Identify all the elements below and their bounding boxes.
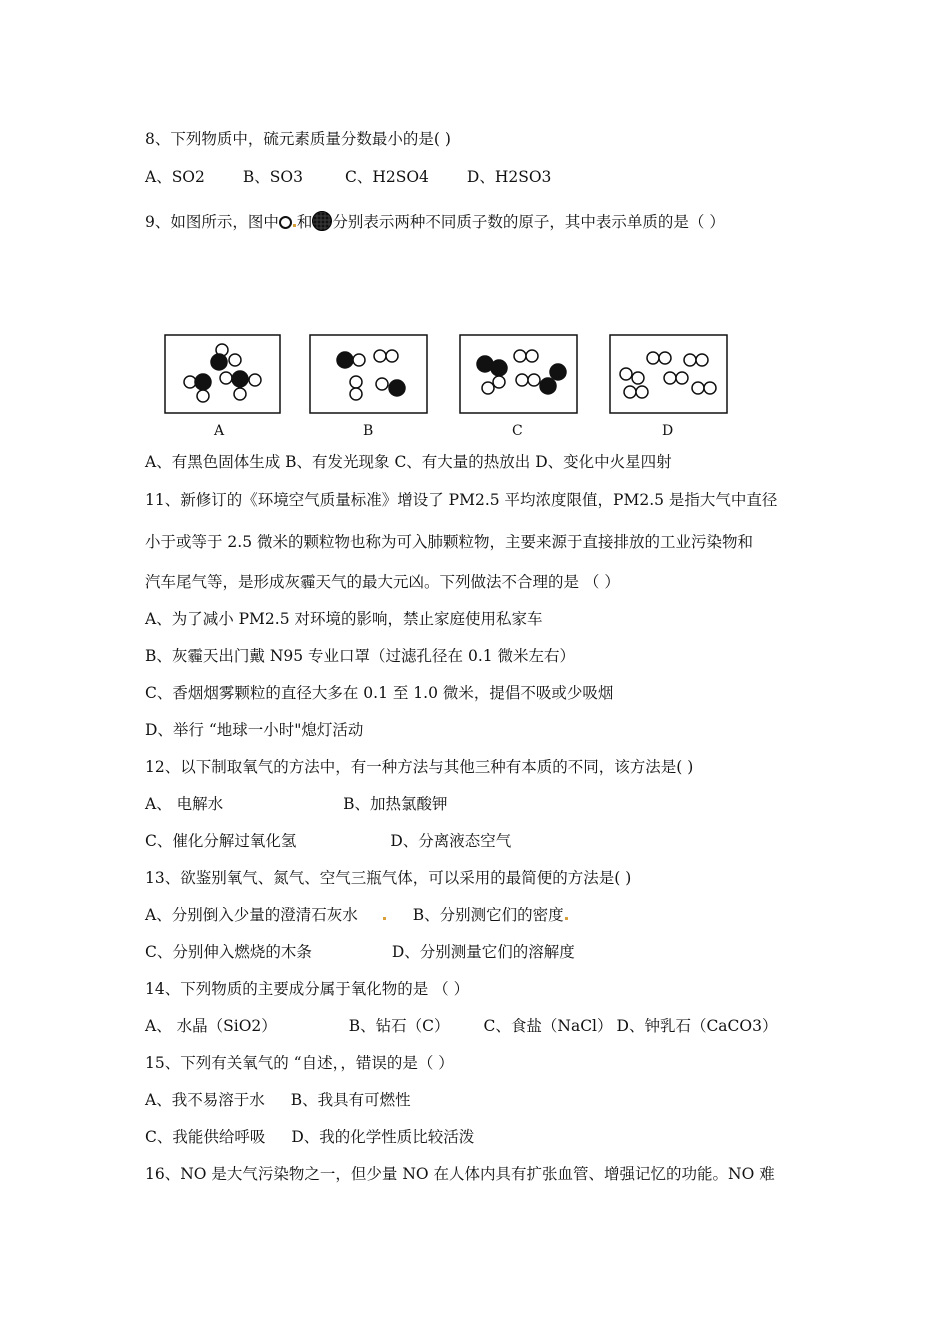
hollow-atom-icon xyxy=(386,350,398,362)
hollow-atom-icon xyxy=(692,382,704,394)
q8-option-c: C、H2SO4 xyxy=(344,168,429,186)
q12-options-ab xyxy=(145,792,448,814)
diagram-label-d: D xyxy=(662,423,674,439)
q8-option-a: A、SO2 xyxy=(145,168,205,186)
solid-atom-icon xyxy=(232,371,248,387)
dot-mark xyxy=(383,917,386,920)
q9-stem-c: 分别表示两种不同质子数的原子，其中表示单质的是（ ） xyxy=(332,213,725,231)
hollow-atom-icon xyxy=(374,350,386,362)
hollow-atom-icon xyxy=(376,378,388,390)
diagram-label-a: A xyxy=(214,423,225,439)
diagram-label-c: C xyxy=(512,423,523,439)
hollow-atom-icon xyxy=(704,382,716,394)
hollow-atom-icon xyxy=(516,374,528,386)
q11-option-c: C、香烟烟雾颗粒的直径大多在 0.1 至 1.0 微米，提倡不吸或少吸烟 xyxy=(145,684,614,702)
q15-option-a: A、我不易溶于水 xyxy=(145,1091,265,1109)
q10-options: A、有黑色固体生成 B、有发光现象 C、有大量的热放出 D、变化中火星四射 xyxy=(145,453,672,471)
hollow-atom-icon xyxy=(526,350,538,362)
hollow-atom-icon xyxy=(632,372,644,384)
q15-stem: 15、下列有关氧气的 “自述，，错误的是（ ） xyxy=(145,1054,454,1072)
hollow-atom-icon xyxy=(184,376,196,388)
hollow-atom-icon xyxy=(624,386,636,398)
q9-stem xyxy=(145,210,725,232)
q9-stem-a: 9、如图所示，图中 xyxy=(145,213,279,231)
q12-options-cd xyxy=(145,829,511,851)
hollow-atom-icon xyxy=(647,352,659,364)
solid-atom-icon xyxy=(491,360,507,376)
q14-stem: 14、下列物质的主要成分属于氧化物的是 （ ） xyxy=(145,980,470,998)
q8-options xyxy=(145,165,551,187)
hollow-atom-icon xyxy=(234,388,246,400)
q16-stem: 16、NO 是大气污染物之一，但少量 NO 在人体内具有扩张血管、增强记忆的功能。NO 难 xyxy=(145,1165,775,1183)
hollow-atom-icon xyxy=(659,352,671,364)
q14-option-c: C、食盐（NaCl） xyxy=(483,1017,613,1035)
q12-option-b: B、加热氯酸钾 xyxy=(343,795,448,813)
q15-option-b: B、我具有可燃性 xyxy=(290,1091,411,1109)
hollow-atom-icon xyxy=(664,372,676,384)
dot-mark xyxy=(293,224,296,227)
q15-options-cd xyxy=(145,1125,474,1147)
q11-option-d: D、举行 “地球一小时"熄灯活动 xyxy=(145,721,364,739)
hollow-atom-icon xyxy=(220,372,232,384)
q14-option-a: A、 水晶（SiO2） xyxy=(145,1017,277,1035)
hollow-atom-icon xyxy=(636,386,648,398)
hollow-atom-icon xyxy=(197,390,209,402)
q13-option-d: D、分别测量它们的溶解度 xyxy=(391,943,575,961)
q9-stem-b: 和 xyxy=(296,213,313,231)
solid-atom-icon xyxy=(550,364,566,380)
hollow-atom-icon xyxy=(249,374,261,386)
hollow-atom-icon xyxy=(620,368,632,380)
q12-option-c: C、催化分解过氧化氢 xyxy=(145,832,297,850)
solid-atom-icon xyxy=(337,352,353,368)
q15-option-d: D、我的化学性质比较活泼 xyxy=(291,1128,475,1146)
q11-option-a: A、为了减小 PM2.5 对环境的影响，禁止家庭使用私家车 xyxy=(145,610,543,628)
hollow-atom-icon xyxy=(514,350,526,362)
q15-options-ab xyxy=(145,1088,411,1110)
q11-line-3: 汽车尾气等，是形成灰霾天气的最大元凶。下列做法不合理的是 （ ） xyxy=(145,573,620,591)
solid-atom-icon xyxy=(540,378,556,394)
q11-line-2: 小于或等于 2.5 微米的颗粒物也称为可入肺颗粒物，主要来源于直接排放的工业污染物和 xyxy=(145,533,754,551)
q14-option-d: D、钟乳石（CaCO3） xyxy=(616,1017,778,1035)
q11-option-b: B、灰霾天出门戴 N95 专业口罩（过滤孔径在 0.1 微米左右） xyxy=(145,647,576,665)
hollow-atom-icon xyxy=(676,372,688,384)
grid-atom-icon xyxy=(312,211,332,231)
q13-option-b: B、分别测它们的密度 xyxy=(412,906,564,924)
solid-atom-icon xyxy=(389,380,405,396)
hollow-atom-icon xyxy=(229,354,241,366)
hollow-atom-icon xyxy=(482,382,494,394)
q11-line-1: 11、新修订的《环境空气质量标准》增设了 PM2.5 平均浓度限值，PM2.5 是指大气中直径 xyxy=(145,491,778,509)
q13-option-c: C、分别伸入燃烧的木条 xyxy=(145,943,312,961)
hollow-atom-icon xyxy=(684,354,696,366)
solid-atom-icon xyxy=(211,354,227,370)
q14-options xyxy=(145,1014,777,1036)
q13-options-cd xyxy=(145,940,575,962)
q12-stem: 12、以下制取氧气的方法中，有一种方法与其他三种有本质的不同，该方法是( ) xyxy=(145,758,694,776)
q13-stem: 13、欲鉴别氧气、氮气、空气三瓶气体，可以采用的最简便的方法是( ) xyxy=(145,869,632,887)
hollow-atom-icon xyxy=(350,376,362,388)
hollow-atom-icon xyxy=(350,388,362,400)
diagram-label-b: B xyxy=(363,423,374,439)
hollow-atom-icon xyxy=(493,376,505,388)
q8-stem: 8、下列物质中，硫元素质量分数最小的是( ) xyxy=(145,130,451,148)
q15-option-c: C、我能供给呼吸 xyxy=(145,1128,266,1146)
q12-option-d: D、分离液态空气 xyxy=(390,832,512,850)
diagram-box-b xyxy=(310,335,427,413)
molecule-diagram xyxy=(160,330,740,440)
dot-mark xyxy=(565,917,568,920)
q13-option-a: A、分别倒入少量的澄清石灰水 xyxy=(145,906,358,924)
q12-option-a: A、 电解水 xyxy=(145,795,224,813)
q14-option-b: B、钻石（C） xyxy=(348,1017,450,1035)
hollow-atom-icon xyxy=(353,354,365,366)
q8-option-d: D、H2SO3 xyxy=(466,168,552,186)
q13-options-ab xyxy=(145,903,569,925)
hollow-atom-icon xyxy=(696,354,708,366)
hollow-atom-icon xyxy=(528,374,540,386)
hollow-atom-icon xyxy=(279,216,292,229)
solid-atom-icon xyxy=(195,374,211,390)
q8-option-b: B、SO3 xyxy=(242,168,303,186)
